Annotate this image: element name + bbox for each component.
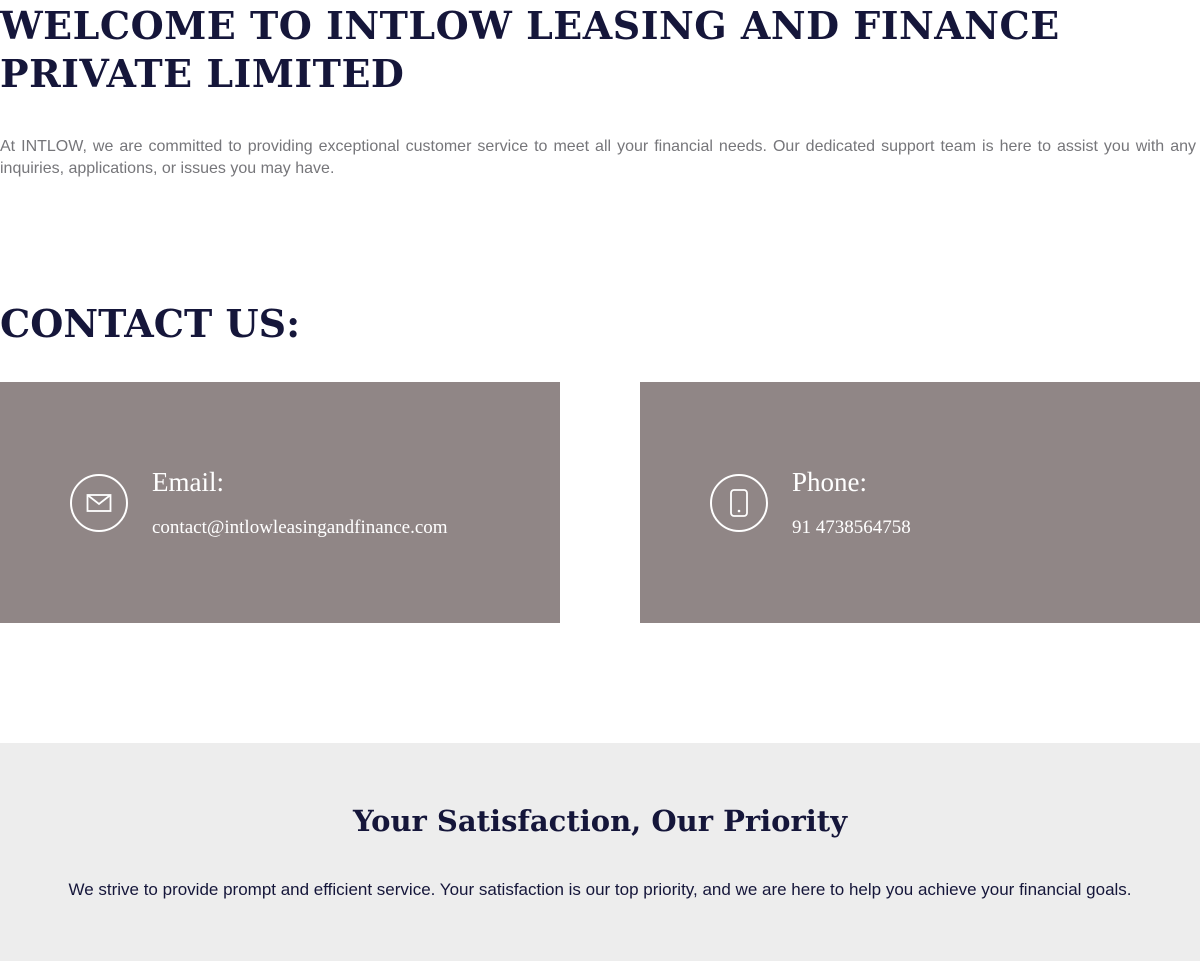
satisfaction-text: We strive to provide prompt and efficient service. Your satisfaction is our top priority, and we are here to help you achieve your financial goals. — [68, 880, 1132, 899]
email-label: Email: — [152, 467, 224, 497]
email-card — [0, 382, 560, 623]
phone-card — [640, 382, 1200, 623]
mobile-phone-icon — [710, 474, 768, 532]
satisfaction-title: Your Satisfaction, Our Priority — [352, 804, 848, 838]
intro-paragraph: At INTLOW, we are committed to providing exceptional customer service to meet all your financial needs. Our dedicated support team is here to assist you with any inquiries, applications, or issues you may have. — [0, 138, 1196, 177]
email-address-link[interactable]: contact@intlowleasingandfinance.com — [152, 517, 448, 538]
page-title: WELCOME TO INTLOW LEASING AND FINANCE PRIVATE LIMITED — [0, 3, 1060, 96]
contact-heading: CONTACT US: — [0, 301, 301, 346]
satisfaction-section — [0, 743, 1200, 961]
phone-label: Phone: — [792, 467, 868, 497]
phone-number-link[interactable]: 91 4738564758 — [792, 517, 911, 538]
envelope-icon — [70, 474, 128, 532]
